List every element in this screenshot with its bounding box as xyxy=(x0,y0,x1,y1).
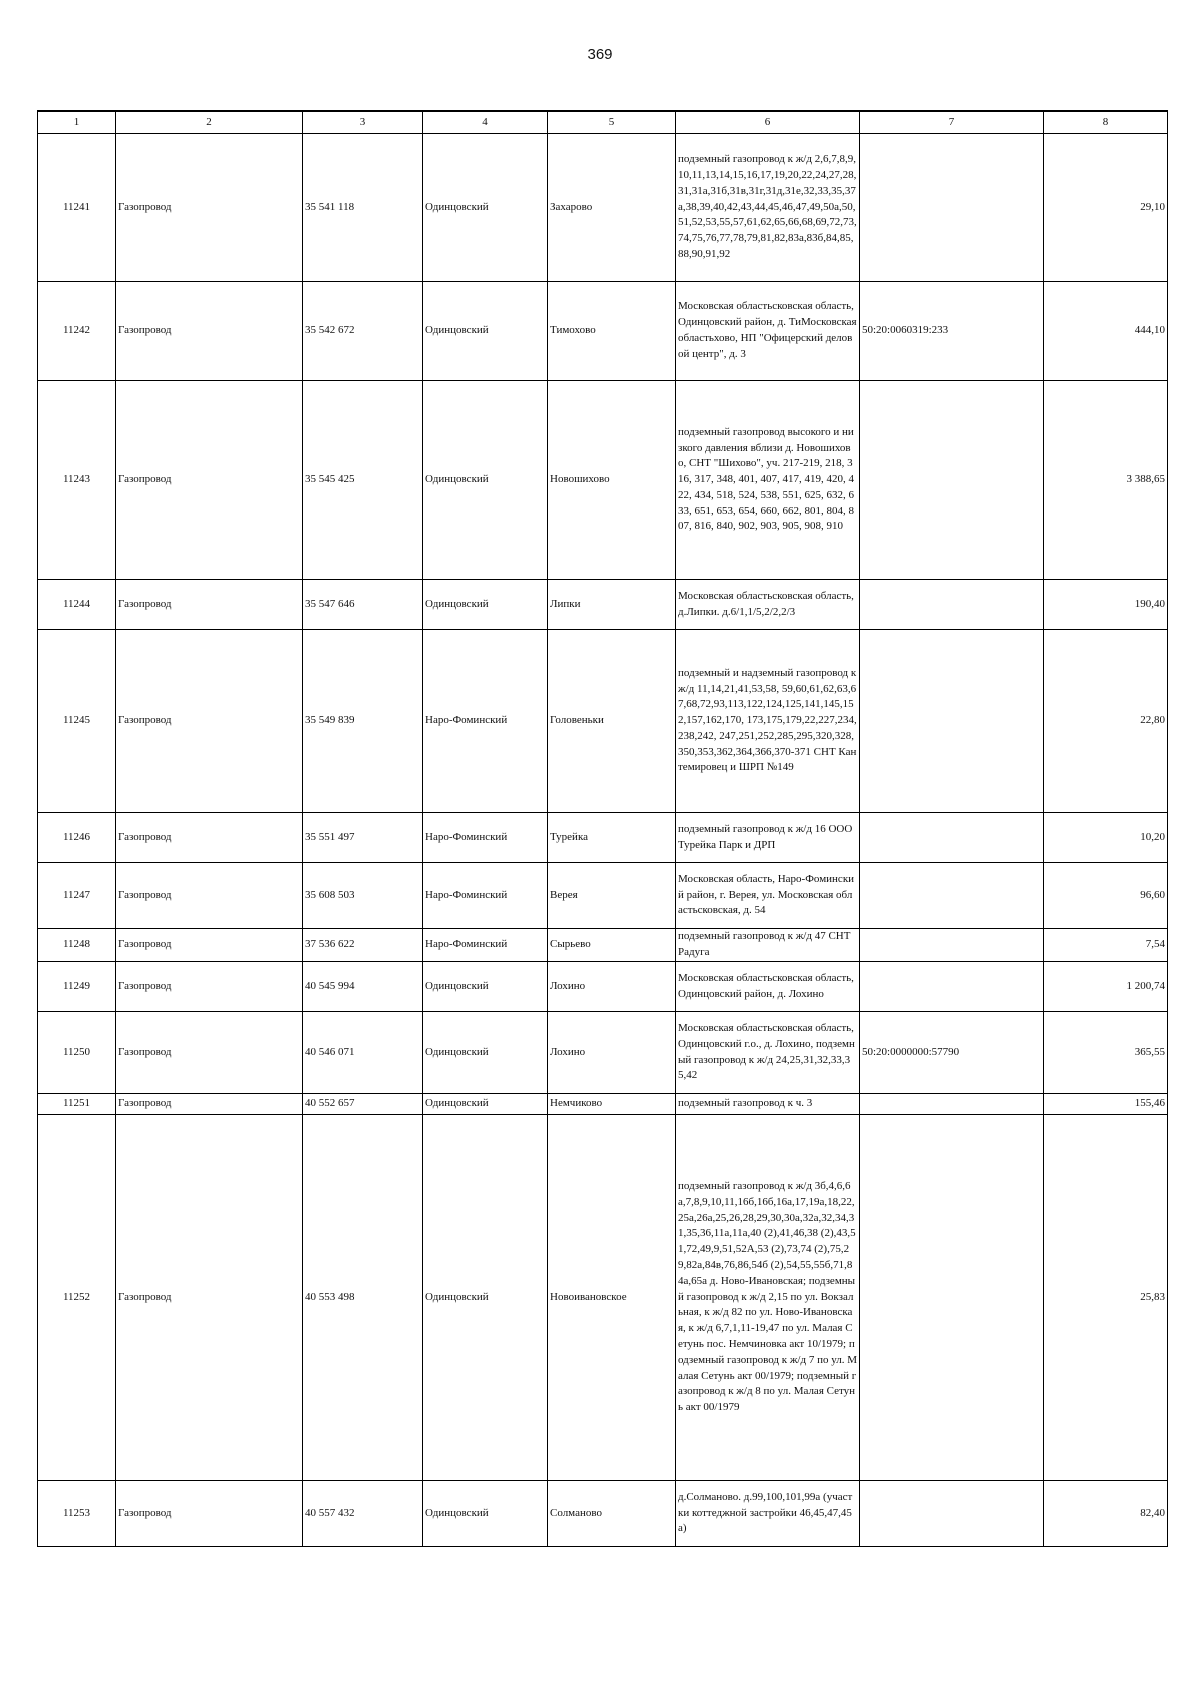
address-description: подземный газопровод к ж/д 47 СНТ Радуга xyxy=(676,929,860,962)
locality: Тимохово xyxy=(548,282,676,381)
table-row xyxy=(38,813,1168,863)
table-body xyxy=(38,134,1168,1547)
object-name: Газопровод xyxy=(116,1012,303,1094)
column-header: 2 xyxy=(116,111,303,134)
object-code: 40 545 994 xyxy=(303,962,423,1012)
district: Наро-Фоминский xyxy=(423,863,548,929)
value: 82,40 xyxy=(1044,1481,1168,1547)
table-row xyxy=(38,929,1168,962)
header-row xyxy=(38,111,1168,134)
address-description: д.Солманово. д.99,100,101,99а (участки коттеджной застройки 46,45,47,45а) xyxy=(676,1481,860,1547)
row-number: 11249 xyxy=(38,962,116,1012)
cadastral-number xyxy=(860,813,1044,863)
column-header: 3 xyxy=(303,111,423,134)
object-name: Газопровод xyxy=(116,1481,303,1547)
district: Наро-Фоминский xyxy=(423,813,548,863)
locality: Немчиково xyxy=(548,1094,676,1115)
cadastral-number xyxy=(860,134,1044,282)
cadastral-number xyxy=(860,1094,1044,1115)
object-code: 35 549 839 xyxy=(303,630,423,813)
cadastral-number xyxy=(860,962,1044,1012)
locality: Головеньки xyxy=(548,630,676,813)
object-code: 40 553 498 xyxy=(303,1115,423,1481)
value: 444,10 xyxy=(1044,282,1168,381)
address-description: подземный газопровод к ж/д 2,6,7,8,9,10,11,13,14,15,16,17,19,20,22,24,27,28,31,31а,31б,31в,31г,31д,31е,32,33,35,37а,38,39,40,42,43,44,45,46,47,49,50а,50,51,52,53,55,57,61,62,65,66,68,69,72,73,74,75,76,77,78,79,81,82,83а,83б,84,85,88,90,91,92 xyxy=(676,134,860,282)
object-code: 40 546 071 xyxy=(303,1012,423,1094)
cadastral-number xyxy=(860,1481,1044,1547)
district: Одинцовский xyxy=(423,580,548,630)
district: Наро-Фоминский xyxy=(423,929,548,962)
object-name: Газопровод xyxy=(116,929,303,962)
value: 155,46 xyxy=(1044,1094,1168,1115)
district: Одинцовский xyxy=(423,962,548,1012)
object-code: 40 557 432 xyxy=(303,1481,423,1547)
district: Одинцовский xyxy=(423,1012,548,1094)
object-code: 35 542 672 xyxy=(303,282,423,381)
table-row xyxy=(38,282,1168,381)
address-description: Московская областьсковская область, д.Липки. д.6/1,1/5,2/2,2/3 xyxy=(676,580,860,630)
value: 7,54 xyxy=(1044,929,1168,962)
value: 29,10 xyxy=(1044,134,1168,282)
registry-table xyxy=(37,110,1168,1547)
page-number: 369 xyxy=(587,46,613,63)
row-number: 11244 xyxy=(38,580,116,630)
address-description: Московская областьсковская область, Одинцовский район, д. ТиМосковская областьхово, НП "Офицерский деловой центр", д. 3 xyxy=(676,282,860,381)
value: 96,60 xyxy=(1044,863,1168,929)
table-row xyxy=(38,1481,1168,1547)
row-number: 11243 xyxy=(38,381,116,580)
locality: Сырьево xyxy=(548,929,676,962)
row-number: 11242 xyxy=(38,282,116,381)
table-row xyxy=(38,381,1168,580)
district: Наро-Фоминский xyxy=(423,630,548,813)
row-number: 11247 xyxy=(38,863,116,929)
table-header xyxy=(38,111,1168,134)
locality: Верея xyxy=(548,863,676,929)
locality: Турейка xyxy=(548,813,676,863)
column-header: 6 xyxy=(676,111,860,134)
table-row xyxy=(38,134,1168,282)
address-description: подземный газопровод к ж/д 3б,4,6,6а,7,8,9,10,11,16б,16б,16а,17,19а,18,22,25а,26а,25,26,28,29,30,30а,32а,32,34,31,35,36,11а,11а,40 (2),41,46,38 (2),43,51,72,49,9,51,52А,53 (2),73,74 (2),75,29,82а,84в,76,86,54б (2),54,55,55б,71,84а,65а д. Ново-Ивановская; подземный газопровод к ж/д 2,15 по ул. Вокзальная, к ж/д 82 по ул. Ново-Ивановская, к ж/д 6,7,1,11-19,47 по ул. Малая Сетунь пос. Немчиновка акт 10/1979; подземный газопровод к ж/д 7 по ул. Малая Сетунь акт 00/1979; подземный газопровод к ж/д 8 по ул. Малая Сетунь акт 00/1979 xyxy=(676,1115,860,1481)
row-number: 11245 xyxy=(38,630,116,813)
object-name: Газопровод xyxy=(116,580,303,630)
row-number: 11251 xyxy=(38,1094,116,1115)
cadastral-number: 50:20:0000000:57790 xyxy=(860,1012,1044,1094)
locality: Лохино xyxy=(548,962,676,1012)
column-header: 1 xyxy=(38,111,116,134)
column-header: 4 xyxy=(423,111,548,134)
locality: Лохино xyxy=(548,1012,676,1094)
value: 190,40 xyxy=(1044,580,1168,630)
value: 1 200,74 xyxy=(1044,962,1168,1012)
row-number: 11248 xyxy=(38,929,116,962)
value: 25,83 xyxy=(1044,1115,1168,1481)
cadastral-number xyxy=(860,381,1044,580)
object-name: Газопровод xyxy=(116,863,303,929)
cadastral-number xyxy=(860,630,1044,813)
object-name: Газопровод xyxy=(116,134,303,282)
column-header: 8 xyxy=(1044,111,1168,134)
row-number: 11253 xyxy=(38,1481,116,1547)
value: 3 388,65 xyxy=(1044,381,1168,580)
value: 365,55 xyxy=(1044,1012,1168,1094)
object-name: Газопровод xyxy=(116,1115,303,1481)
table-row xyxy=(38,962,1168,1012)
column-header: 7 xyxy=(860,111,1044,134)
district: Одинцовский xyxy=(423,134,548,282)
cadastral-number xyxy=(860,863,1044,929)
row-number: 11252 xyxy=(38,1115,116,1481)
address-description: Московская область, Наро-Фоминский район, г. Верея, ул. Московская областьсковская, д. 54 xyxy=(676,863,860,929)
cadastral-number xyxy=(860,580,1044,630)
address-description: Московская областьсковская область, Одинцовский г.о., д. Лохино, подземный газопровод к ж/д 24,25,31,32,33,35,42 xyxy=(676,1012,860,1094)
column-header: 5 xyxy=(548,111,676,134)
object-code: 35 541 118 xyxy=(303,134,423,282)
object-code: 35 608 503 xyxy=(303,863,423,929)
object-name: Газопровод xyxy=(116,1094,303,1115)
row-number: 11250 xyxy=(38,1012,116,1094)
object-name: Газопровод xyxy=(116,962,303,1012)
object-name: Газопровод xyxy=(116,381,303,580)
table-row xyxy=(38,1094,1168,1115)
locality: Захарово xyxy=(548,134,676,282)
locality: Новошихово xyxy=(548,381,676,580)
district: Одинцовский xyxy=(423,1094,548,1115)
locality: Липки xyxy=(548,580,676,630)
district: Одинцовский xyxy=(423,1115,548,1481)
district: Одинцовский xyxy=(423,1481,548,1547)
cadastral-number xyxy=(860,929,1044,962)
locality: Солманово xyxy=(548,1481,676,1547)
object-code: 40 552 657 xyxy=(303,1094,423,1115)
object-code: 35 545 425 xyxy=(303,381,423,580)
locality: Новоивановское xyxy=(548,1115,676,1481)
address-description: подземный и надземный газопровод к ж/д 11,14,21,41,53,58, 59,60,61,62,63,67,68,72,93,113,122,124,125,141,145,152,157,162,170, 173,175,179,22,227,234,238,242, 247,251,252,285,295,320,328,350,353,362,364,366,370-371 СНТ Кантемировец и ШРП №149 xyxy=(676,630,860,813)
cadastral-number: 50:20:0060319:233 xyxy=(860,282,1044,381)
address-description: подземный газопровод к ж/д 16 ООО Турейка Парк и ДРП xyxy=(676,813,860,863)
address-description: подземный газопровод к ч. 3 xyxy=(676,1094,860,1115)
object-code: 35 547 646 xyxy=(303,580,423,630)
address-description: подземный газопровод высокого и низкого давления вблизи д. Новошихово, СНТ "Шихово", уч. 217-219, 218, 316, 317, 348, 401, 407, 417, 419, 420, 422, 434, 518, 524, 538, 551, 625, 632, 633, 651, 653, 654, 660, 662, 801, 804, 807, 816, 840, 902, 903, 905, 908, 910 xyxy=(676,381,860,580)
table-row xyxy=(38,580,1168,630)
object-code: 37 536 622 xyxy=(303,929,423,962)
object-name: Газопровод xyxy=(116,282,303,381)
object-code: 35 551 497 xyxy=(303,813,423,863)
table-row xyxy=(38,630,1168,813)
object-name: Газопровод xyxy=(116,813,303,863)
cadastral-number xyxy=(860,1115,1044,1481)
table-row xyxy=(38,1115,1168,1481)
address-description: Московская областьсковская область, Одинцовский район, д. Лохино xyxy=(676,962,860,1012)
district: Одинцовский xyxy=(423,381,548,580)
object-name: Газопровод xyxy=(116,630,303,813)
table-row xyxy=(38,863,1168,929)
value: 22,80 xyxy=(1044,630,1168,813)
table-row xyxy=(38,1012,1168,1094)
value: 10,20 xyxy=(1044,813,1168,863)
district: Одинцовский xyxy=(423,282,548,381)
row-number: 11246 xyxy=(38,813,116,863)
row-number: 11241 xyxy=(38,134,116,282)
